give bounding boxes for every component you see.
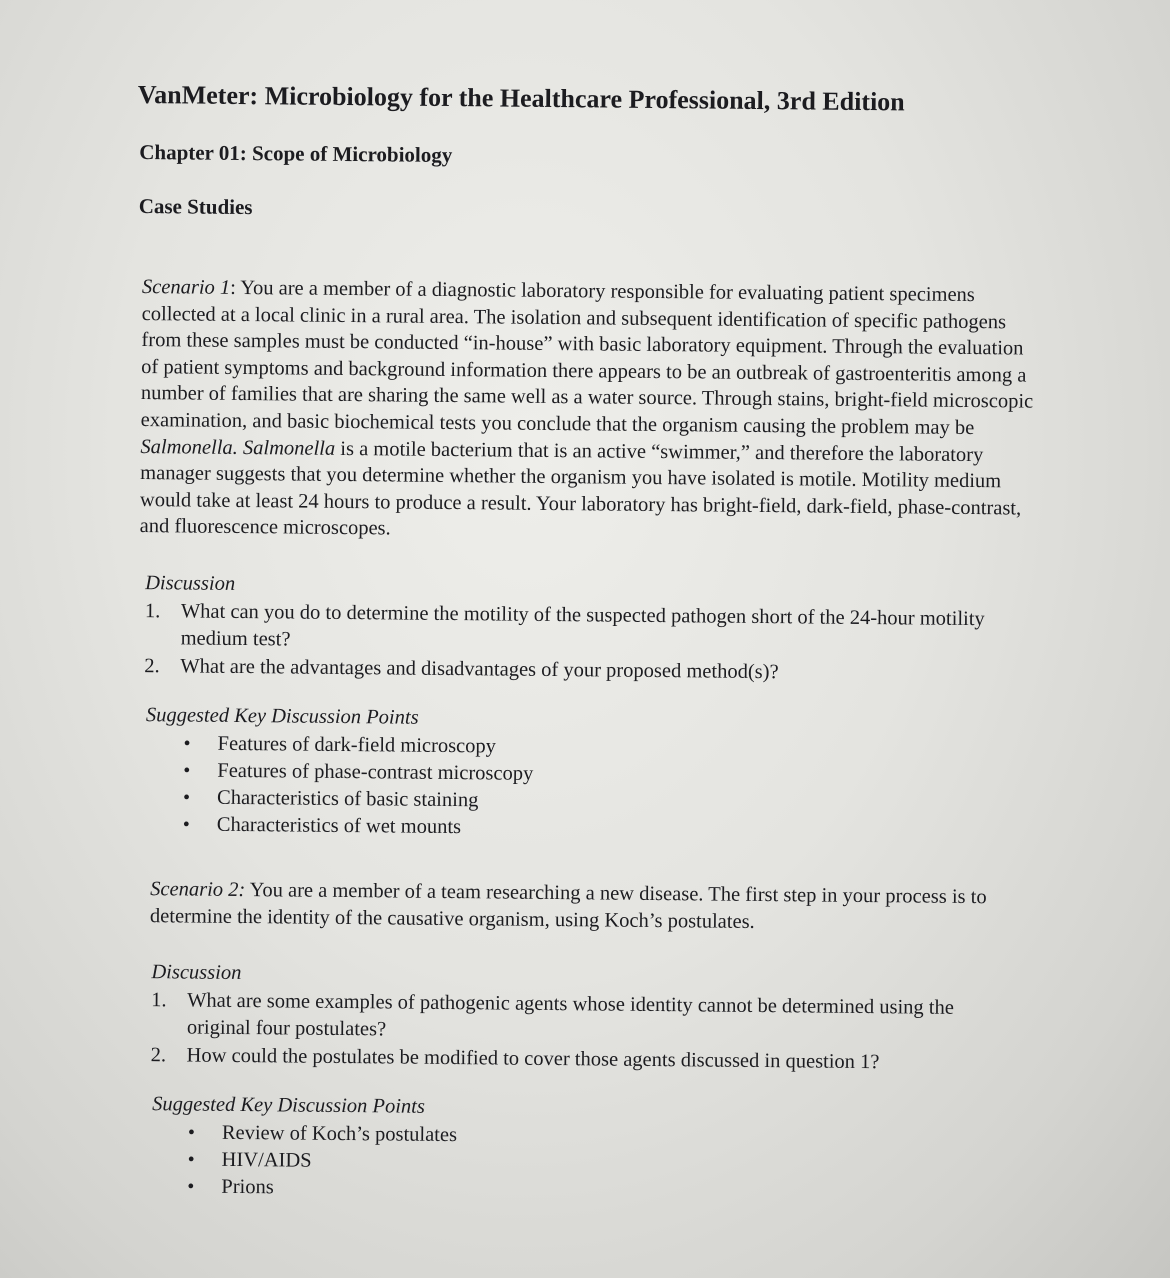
key-point-text: Characteristics of wet mounts [216,813,462,839]
scenario-1-organism-2: Salmonella [242,436,336,460]
question-number: 1. [151,989,167,1012]
question-number: 1. [144,600,161,623]
scenario-1-label: Scenario 1 [141,276,231,299]
bullet-icon: • [187,1121,195,1144]
scenario-1-discussion-heading: Discussion [145,572,236,595]
bullet-icon: • [183,732,191,755]
scenario-1-key-points-heading: Suggested Key Discussion Points [145,704,419,729]
question-text: What can you do to determine the motility of the suspected pathogen short of the 24-hour motility medium test? [180,600,985,651]
bullet-icon: • [187,1148,195,1171]
question-text: What are the advantages and disadvantages of your proposed method(s)? [180,655,779,684]
bullet-icon: • [183,759,191,782]
key-point-text: Features of phase-contrast microscopy [217,759,534,785]
question-text: How could the postulates be modified to cover those agents discussed in question 1? [186,1044,880,1074]
key-point-text: Characteristics of basic staining [216,786,479,812]
key-point-text: Features of dark-field microscopy [217,732,497,758]
bullet-icon: • [182,813,190,836]
key-point-text: HIV/AIDS [221,1148,312,1172]
bullet-icon: • [182,786,191,809]
scenario-2-discussion-heading: Discussion [151,961,242,985]
question-item [144,598,1010,660]
scenario-1-text-part1: : You are a member of a diagnostic laboratory responsible for evaluating patient specimens collected at a local clinic in a rural area. The isolation and subsequent identification of specific pathogens from these samples must be conducted “in-house” with basic laboratory equipment. Through the evaluation of patient symptoms and background information there appears to be an outbreak of gastroenteritis among a number of families that are sharing the same well as a water source. Through stains, bright-field microscopic examination, and basic biochemical tests you conclude that the organism causing the problem may be [140,276,1034,440]
key-point-text: Prions [221,1175,274,1199]
document-content [127,78,1058,1209]
bullet-icon: • [187,1175,195,1198]
question-item [151,987,1017,1049]
scenario-1-questions [144,598,1053,689]
scenario-2-key-points-heading: Suggested Key Discussion Points [152,1093,425,1118]
scenario-2-questions [150,987,1049,1078]
key-point-text: Review of Koch’s postulates [221,1121,458,1147]
scenario-1-text-part2: is a motile bacterium that is an active “swimmer,” and therefore the laboratory manager suggests that you determine whether the organism you have isolated is motile. Motility medium would take at least 24 hours to produce a result. Your laboratory has bright-field, dark-field, phase-contrast, and fluorescence microscopes. [139,437,1022,540]
scenario-1-organism: Salmonella. [140,435,238,459]
question-number: 2. [150,1044,167,1067]
scenario-1-key-points [183,730,1052,846]
scenario-2-key-points [187,1120,1048,1209]
scenario-2-text: You are a member of a team researching a new disease. The first step in your process is to determine the identity of the causative organism, using Koch’s postulates. [149,879,987,933]
scenario-2-paragraph [150,876,1050,938]
document-title: VanMeter: Microbiology for the Healthcare Professional, 3rd Edition [137,79,905,117]
scenario-1-paragraph [140,274,1043,549]
question-text: What are some examples of pathogenic agents whose identity cannot be determined using the original four postulates? [186,989,955,1041]
question-number: 2. [144,655,160,678]
section-heading: Case Studies [138,194,253,220]
scenario-2-label: Scenario 2: [150,878,246,902]
chapter-heading: Chapter 01: Scope of Microbiology [139,140,453,168]
